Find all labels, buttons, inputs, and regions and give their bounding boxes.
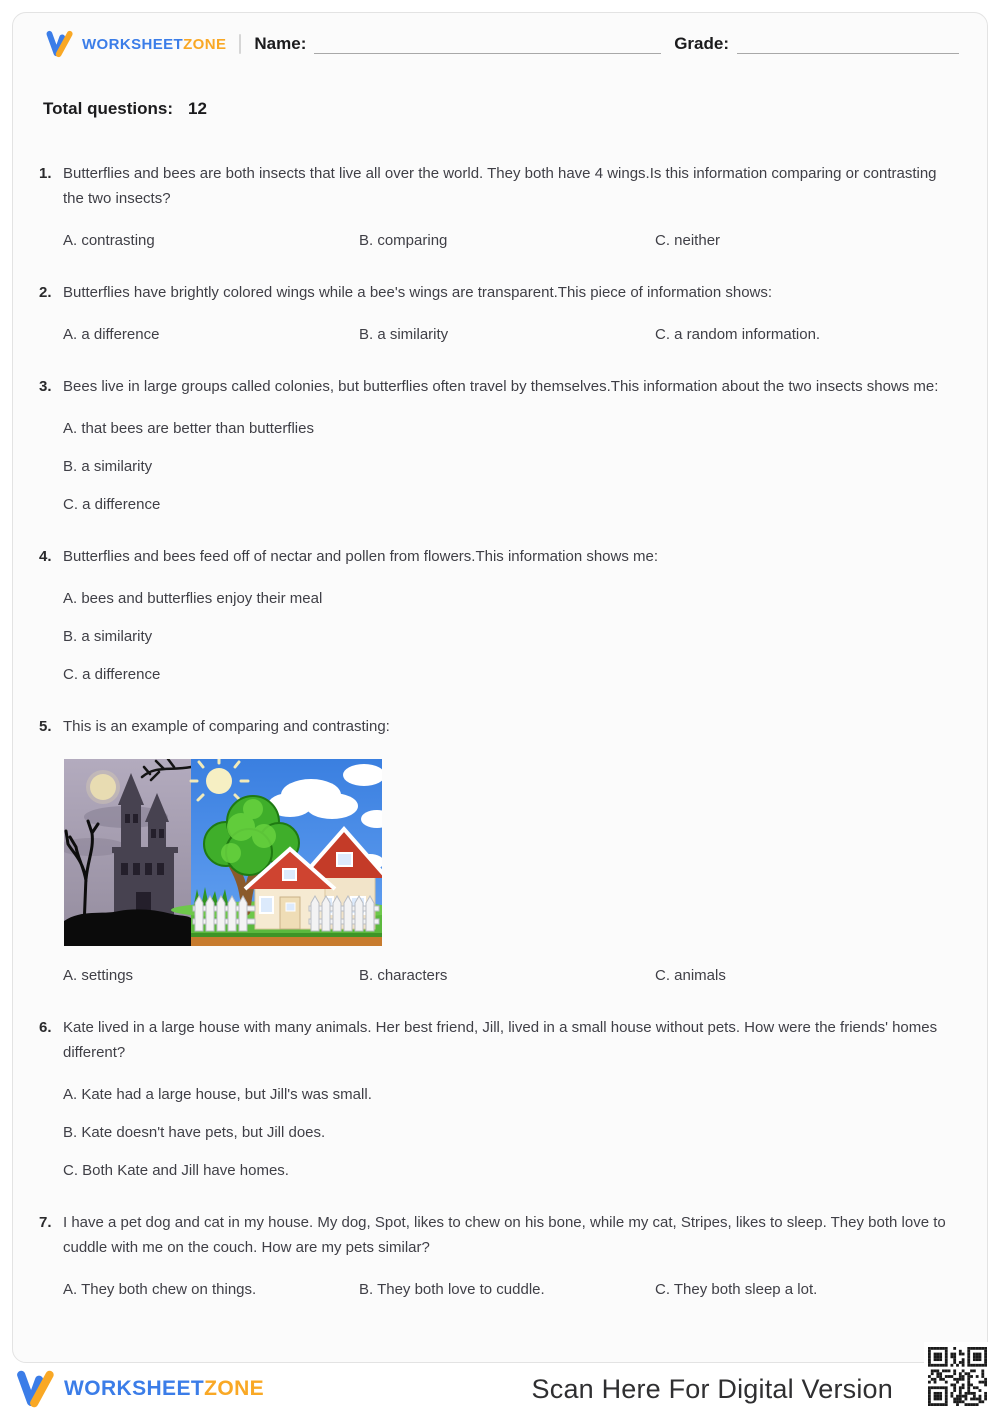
- logo-slot-header: [45, 29, 75, 59]
- options: [63, 1085, 959, 1180]
- brand-word-zone-footer: ZONE: [204, 1377, 265, 1400]
- option-item[interactable]: C. They both sleep a lot.: [655, 1281, 818, 1298]
- option-item[interactable]: B. They both love to cuddle.: [359, 1281, 545, 1298]
- question-item: [39, 374, 959, 514]
- question-number: 7.: [39, 1214, 52, 1231]
- grade-label: Grade:: [674, 33, 729, 53]
- sunny-house-scene: [171, 759, 382, 946]
- option-item[interactable]: B. a similarity: [63, 458, 153, 475]
- question-text: Butterflies have brightly colored wings while a bee's wings are transparent.This piece of information shows:: [63, 284, 773, 301]
- option-item[interactable]: A. a difference: [63, 326, 160, 343]
- question-item: [39, 544, 959, 684]
- brand-wordmark-footer: [64, 1377, 264, 1401]
- name-field: [254, 34, 661, 54]
- option-item[interactable]: A. Kate had a large house, but Jill's was small.: [63, 1086, 372, 1103]
- question-body: [63, 544, 959, 684]
- option-item[interactable]: C. neither: [655, 232, 721, 249]
- comparison-image: [64, 759, 382, 946]
- brand-word-zone: ZONE: [183, 35, 227, 53]
- question-text: Butterflies and bees feed off of nectar and pollen from flowers.This information shows me:: [63, 548, 659, 565]
- question-text: Bees live in large groups called colonies, but butterflies often travel by themselves.This information about the two insects shows me:: [63, 378, 939, 395]
- question-text: Butterflies and bees are both insects that live all over the world. They both have 4 wings.Is this information comparing or contrasting the two insects?: [63, 165, 937, 207]
- options: [63, 589, 959, 684]
- question-number: 1.: [39, 165, 52, 182]
- spooky-house-scene: [64, 759, 191, 946]
- question-item: [39, 280, 959, 344]
- options: [63, 966, 959, 985]
- option-item[interactable]: B. a similarity: [63, 628, 153, 645]
- worksheetzone-logo-icon: [15, 1368, 57, 1410]
- worksheet-footer: [15, 1366, 985, 1412]
- question-item: [39, 161, 959, 250]
- option-item[interactable]: C. animals: [655, 967, 726, 984]
- question-body: [63, 1210, 959, 1299]
- name-blank-line[interactable]: [314, 36, 661, 54]
- option-item[interactable]: C. a random information.: [655, 326, 821, 343]
- option-item[interactable]: B. Kate doesn't have pets, but Jill does.: [63, 1124, 326, 1141]
- brand-footer: [15, 1368, 264, 1410]
- question-text: I have a pet dog and cat in my house. My dog, Spot, likes to chew on his bone, while my cat, Stripes, likes to sleep. They both love to cuddle with me on the couch. How are my pets similar?: [63, 1214, 946, 1256]
- grade-field: [674, 34, 959, 54]
- option-item[interactable]: A. bees and butterflies enjoy their meal: [63, 590, 323, 607]
- options: [63, 1280, 959, 1299]
- worksheet-header: [45, 29, 959, 59]
- question-body: [63, 374, 959, 514]
- question-number: 3.: [39, 378, 52, 395]
- question-number: 4.: [39, 548, 52, 565]
- options: [63, 419, 959, 514]
- questions-list: [39, 161, 959, 1299]
- option-item[interactable]: C. Both Kate and Jill have homes.: [63, 1162, 289, 1179]
- qr-code: [924, 1342, 990, 1410]
- worksheet-card: [12, 12, 988, 1363]
- question-body: [63, 280, 959, 344]
- question-body: [63, 1015, 959, 1180]
- grade-blank-line[interactable]: [737, 36, 959, 54]
- total-questions-value: 12: [188, 99, 207, 118]
- brand-wordmark: [82, 36, 226, 53]
- option-item[interactable]: A. settings: [63, 967, 134, 984]
- question-body: [63, 714, 959, 985]
- question-number: 6.: [39, 1019, 52, 1036]
- scan-here-text: Scan Here For Digital Version: [531, 1373, 893, 1404]
- question-body: [63, 161, 959, 250]
- header-divider: [239, 34, 241, 54]
- options: [63, 325, 959, 344]
- options: [63, 231, 959, 250]
- question-number: 5.: [39, 718, 52, 735]
- question-text: This is an example of comparing and contrasting:: [63, 718, 390, 735]
- option-item[interactable]: A. They both chew on things.: [63, 1281, 257, 1298]
- logo-slot-footer: [15, 1368, 57, 1410]
- option-item[interactable]: C. a difference: [63, 496, 161, 513]
- name-label: Name:: [254, 33, 307, 53]
- option-item[interactable]: B. a similarity: [359, 326, 449, 343]
- question-number: 2.: [39, 284, 52, 301]
- question-item: [39, 714, 959, 985]
- worksheetzone-logo-icon: [45, 29, 75, 59]
- total-questions-label: Total questions:: [43, 99, 174, 118]
- question-item: [39, 1210, 959, 1299]
- question-text: Kate lived in a large house with many animals. Her best friend, Jill, lived in a small house without pets. How were the friends' homes different?: [63, 1019, 938, 1061]
- question-item: [39, 1015, 959, 1180]
- option-item[interactable]: B. comparing: [359, 232, 448, 249]
- option-item[interactable]: C. a difference: [63, 666, 161, 683]
- total-questions: [43, 99, 959, 119]
- brand-word-worksheet: WORKSHEET: [82, 35, 184, 53]
- option-item[interactable]: A. that bees are better than butterflies: [63, 420, 314, 437]
- brand-word-worksheet-footer: WORKSHEET: [64, 1377, 205, 1400]
- option-item[interactable]: A. contrasting: [63, 232, 155, 249]
- option-item[interactable]: B. characters: [359, 967, 448, 984]
- brand-header: [45, 29, 226, 59]
